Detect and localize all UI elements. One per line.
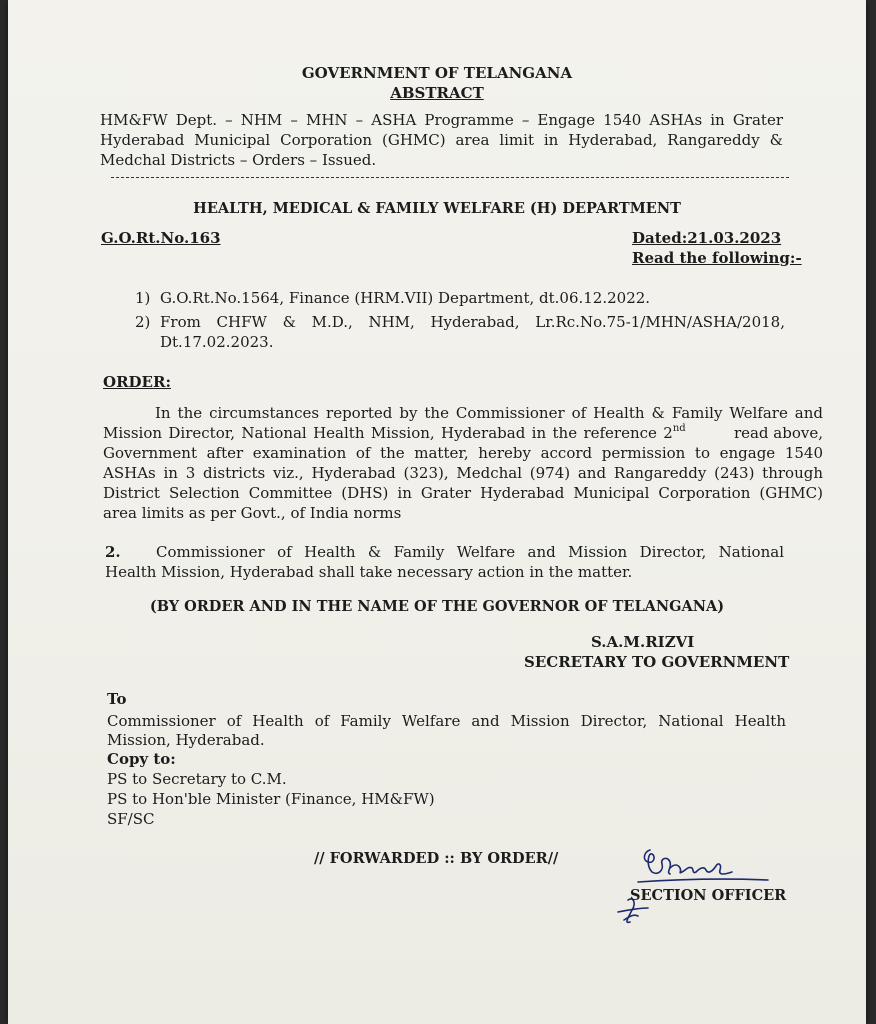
order-paragraph-line-text: Mission Director, National Health Mission, Hyderabad in the reference 2 [103,424,673,442]
signatory-name: S.A.M.RIZVI [591,633,695,651]
reference-text: From CHFW & M.D., NHM, Hyderabad, Lr.Rc.No.75-1/MHN/ASHA/2018, [160,313,785,331]
order-paragraph-line: In the circumstances reported by the Commissioner of Health & Family Welfare and [155,404,823,422]
copy-to-heading: Copy to: [107,750,176,768]
subject-line: HM&FW Dept. – NHM – MHN – ASHA Programme – Engage 1540 ASHAs in Grater [100,111,783,129]
subject-line: Medchal Districts – Orders – Issued. [100,151,377,169]
order-paragraph-line: Health Mission, Hyderabad shall take necessary action in the matter. [105,563,633,581]
department-heading: HEALTH, MEDICAL & FAMILY WELFARE (H) DEPARTMENT [193,200,681,217]
to-heading: To [107,690,127,708]
reference-text: Dt.17.02.2023. [160,333,274,351]
copy-to-line: PS to Hon'ble Minister (Finance, HM&FW) [107,790,435,808]
government-heading: GOVERNMENT OF TELANGANA [301,64,573,82]
document-page [8,0,866,1024]
abstract-heading: ABSTRACT [390,84,484,102]
read-following: Read the following:- [632,249,802,267]
copy-to-line: SF/SC [107,810,155,828]
governor-line: (BY ORDER AND IN THE NAME OF THE GOVERNOR OF TELANGANA) [149,598,725,615]
paragraph-number: 2. [105,543,121,561]
go-number: G.O.Rt.No.163 [101,229,221,247]
order-paragraph-line: Government after examination of the matter, hereby accord permission to engage 1540 [103,444,823,462]
to-line: Mission, Hyderabad. [107,731,265,749]
order-paragraph-line: area limits as per Govt., of India norms [103,504,402,522]
section-officer: SECTION OFFICER [630,887,787,904]
reference-number: 1) [135,289,151,307]
to-line: Commissioner of Health of Family Welfare and Mission Director, National Health [107,712,786,730]
copy-to-line: PS to Secretary to C.M. [107,770,287,788]
order-heading: ORDER: [103,373,171,391]
signatory-title: SECRETARY TO GOVERNMENT [524,653,790,671]
reference-number: 2) [135,313,151,331]
subject-line: Hyderabad Municipal Corporation (GHMC) area limit in Hyderabad, Rangareddy & [100,131,783,149]
order-paragraph-line: ASHAs in 3 districts viz., Hyderabad (323), Medchal (974) and Rangareddy (243) through [103,464,823,482]
order-paragraph-line [103,424,823,443]
order-paragraph-line: District Selection Committee (DHS) in Grater Hyderabad Municipal Corporation (GHMC) [103,484,823,502]
forwarded-line: // FORWARDED :: BY ORDER// [314,850,559,867]
ordinal-superscript: nd [672,423,686,434]
order-paragraph-line: Commissioner of Health & Family Welfare and Mission Director, National [156,543,784,561]
go-date: Dated:21.03.2023 [632,229,782,247]
reference-text: G.O.Rt.No.1564, Finance (HRM.VII) Department, dt.06.12.2022. [160,289,651,307]
order-paragraph-line-text: read above, [733,424,823,442]
dashed-divider [111,177,789,178]
